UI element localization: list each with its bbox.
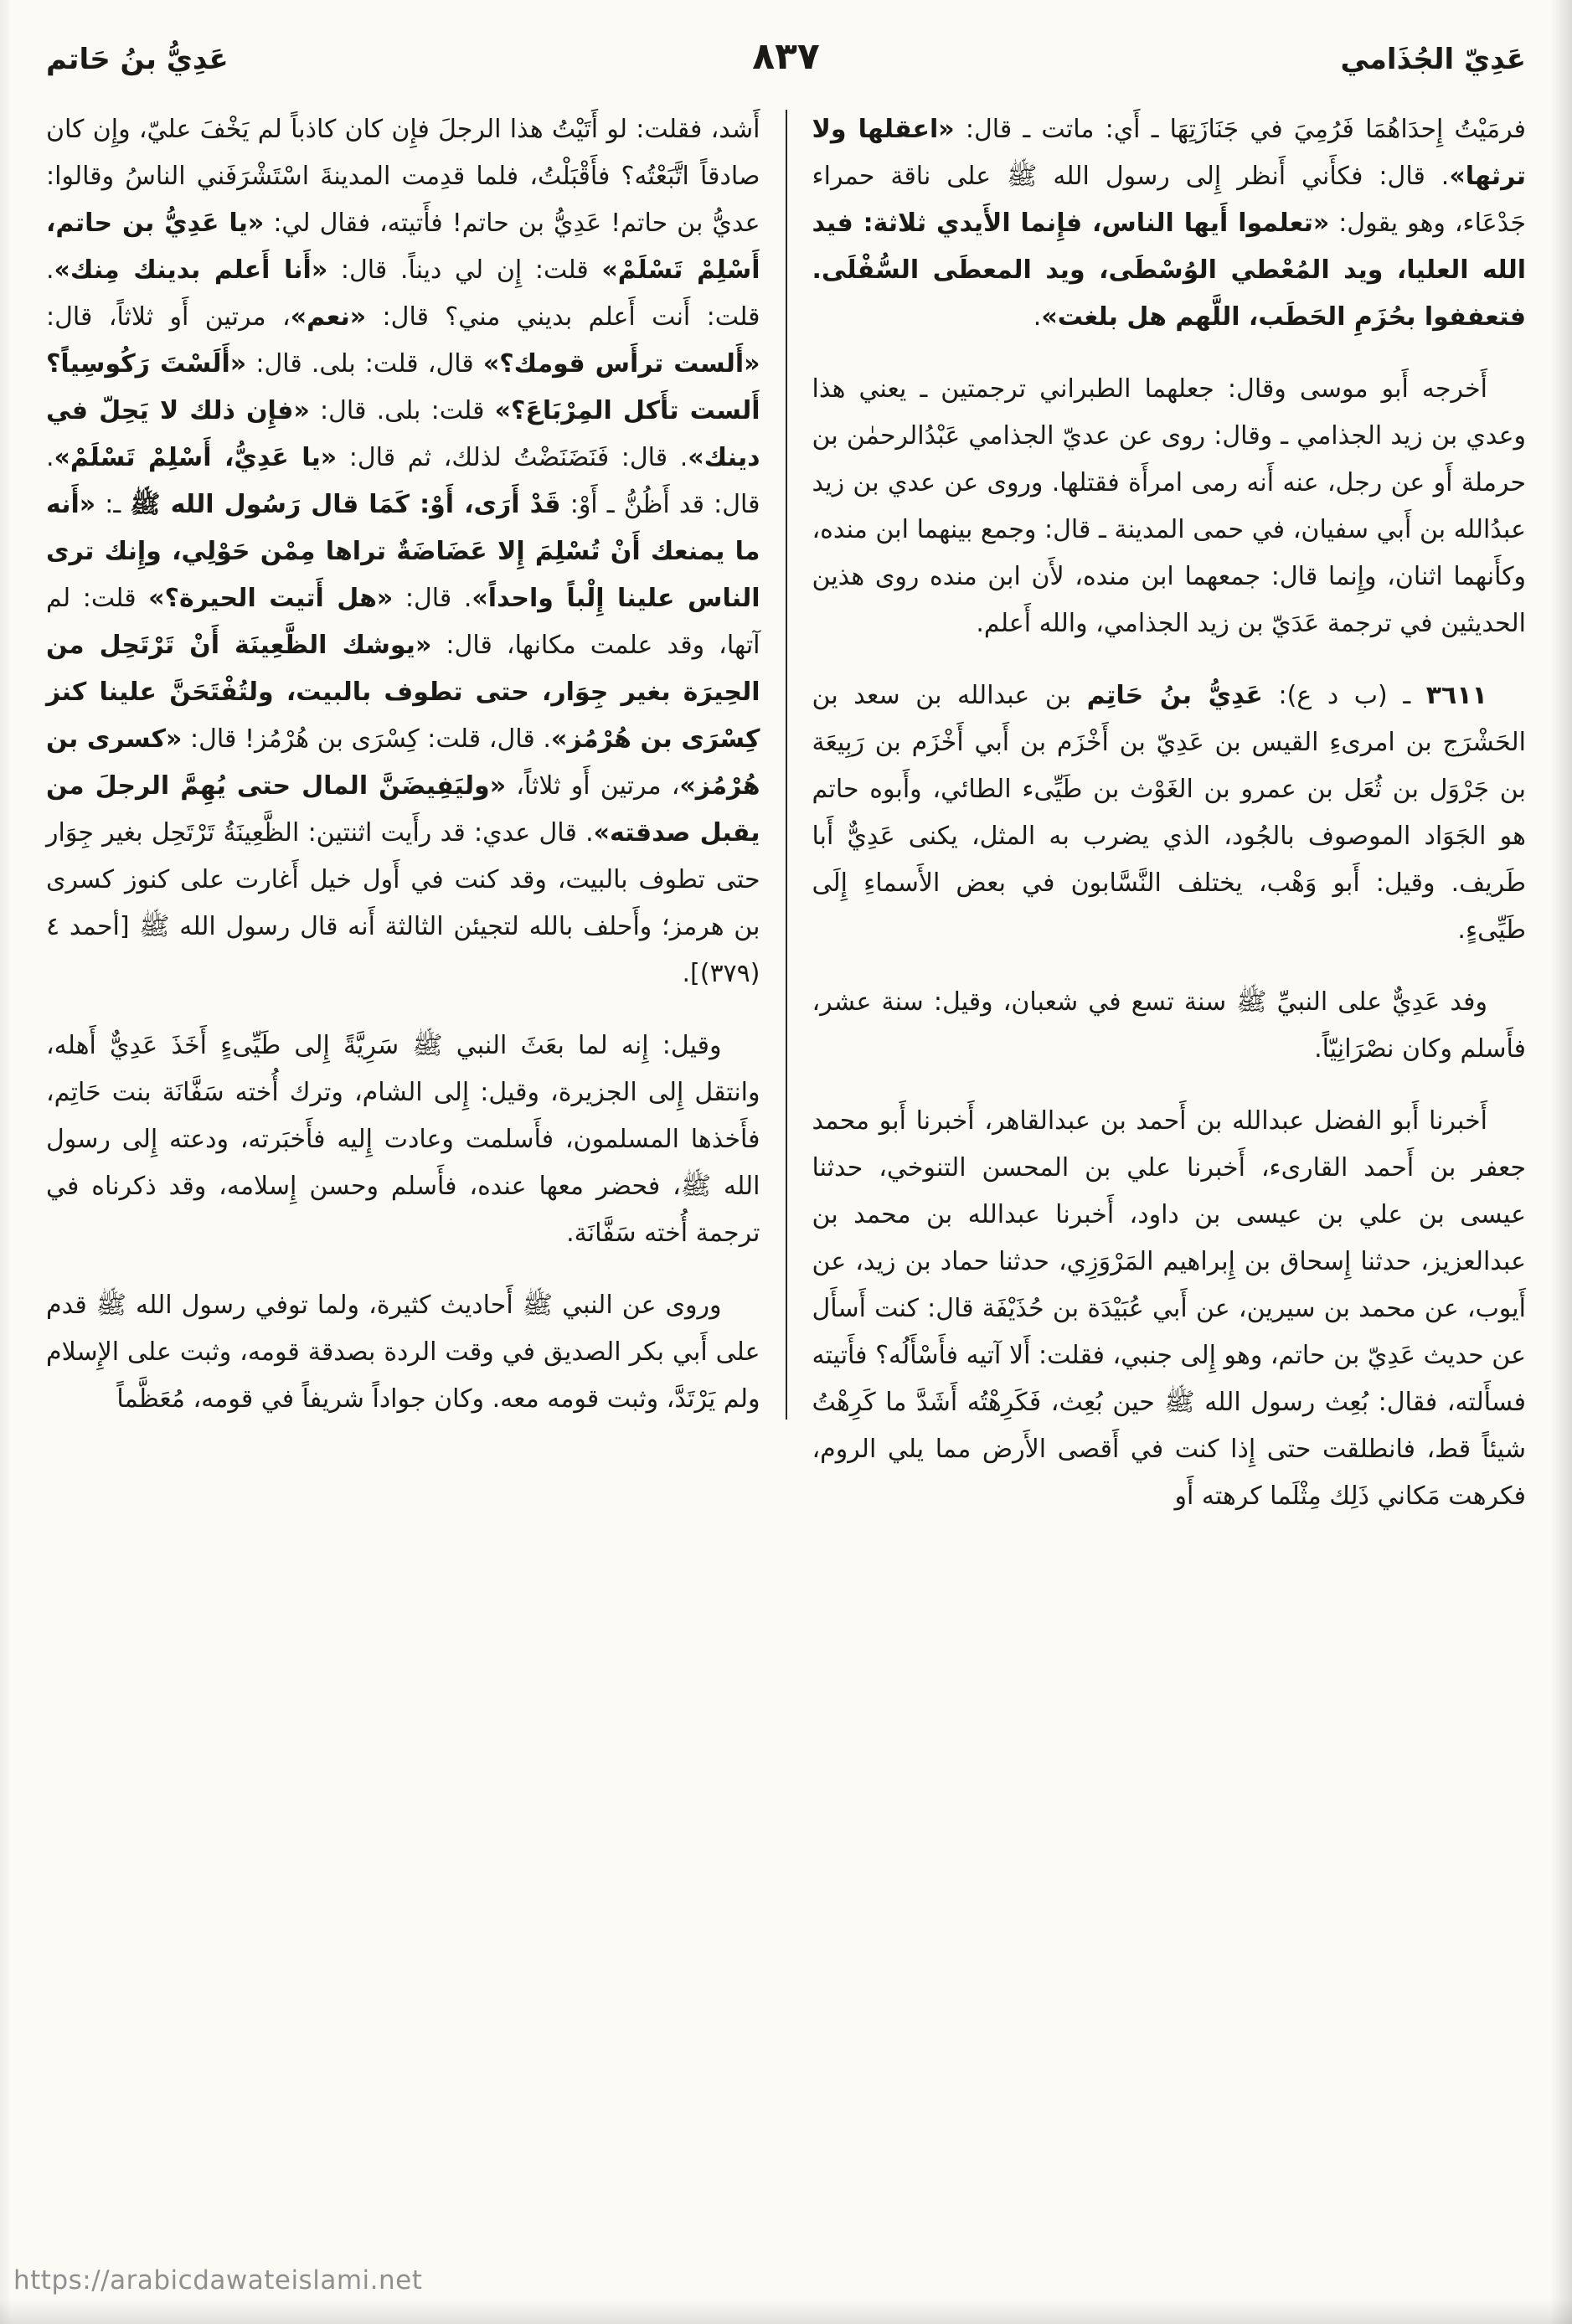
hadith-bold-text: «نعم»: [290, 302, 367, 332]
hadith-bold-text: «اعقلها ولا ترثها»: [812, 115, 1526, 191]
body-text: أَشد، فقلت: لو أَتَيْتُ هذا الرجلَ فإِن كان كاذباً لم يَخْفَ عليّ، وإِن كان صادقاً اتَّبَعْتُه؟ فأَقْبَلْتُ، فلما قدِمت المدينةَ اسْتَشْرَفَني الناسُ وقالوا: عديُّ بن حاتم! عَدِيُّ بن حاتم! فأَتيته، فقال لي:: [46, 115, 760, 238]
body-text: قلت: إِن لي ديناً. قال:: [327, 255, 602, 285]
text-columns: [46, 106, 1526, 1520]
paragraph: [46, 106, 760, 997]
body-text: قلت: لم آتها، وقد علمت مكانها، قال:: [46, 584, 760, 660]
body-text: وروى عن النبي ﷺ أَحاديث كثيرة، ولما توفي رسول الله ﷺ قدم على أَبي بكر الصديق في وقت الردة بصدقة قومه، وثبت على الإِسلام ولم يَرْتَدَّ، وثبت قومه معه. وكان جواداً شريفاً في قومه، مُعَظَّماً: [46, 1291, 760, 1414]
body-text: ، مرتين أَو ثلاثاً، قال:: [46, 302, 291, 332]
body-text: .: [1033, 302, 1042, 332]
hadith-bold-text: «أَنه ما يمنعك أَنْ تُسْلِمَ إِلا عَضَاضَةٌ تراها مِمْن حَوْلِي، وإِنك ترى الناس علينا إِلْباً واحداً»: [46, 490, 760, 613]
paragraph: [812, 106, 1527, 341]
hadith-bold-text: «يا عَدِيُّ، أَسْلِمْ تَسْلَمْ»: [54, 443, 338, 472]
body-text: أَخرجه أَبو موسى وقال: جعلهما الطبراني ترجمتين ـ يعني هذا وعدي بن زيد الجذامي ـ وقال: روى عن عديّ الجذامي عَبْدُالرحمٰن بن حرملة أَو عن رجل، عنه أَنه رمى امرأَة فقتلها. وروى عن عدي بن زيد عبدُالله بن أَبي سفيان، في حمى المدينة ـ قال: وجمع بينهما ابن منده، وكأَنهما اثنان، وإِنما قال: جمعهما ابن منده، لأَن ابن منده روى هذين الحديثين في ترجمة عَدَيّ بن زيد الجذامي، والله أَعلم.: [812, 374, 1526, 638]
body-text: ـ:: [95, 490, 131, 519]
body-text: وقيل: إِنه لما بعَثَ النبي ﷺ سَرِيَّةً إِلى طَيِّىءٍ أَخَذَ عَدِيٌّ أَهله، وانتقل إِلى الجزيرة، وقيل: إِلى الشام، وترك أُخته سَفَّانَة بنت حَاتِم، فأَخذها المسلمون، فأَسلمت وعادت إِليه فأَخبَرته، ودعته إِلى رسول الله ﷺ، فحضر معها عنده، فأَسلم وحسن إِسلامه، وقد ذكرناه في ترجمة أُخته سَفَّانَة.: [46, 1031, 760, 1248]
body-text: فرمَيْتُ إِحدَاهُمَا فَرُمِيَ في جَنَازَتِهَا ـ أَي: ماتت ـ قال:: [954, 115, 1526, 144]
body-text: . قلت: أَنت أَعلم بديني مني؟ قال:: [46, 255, 760, 332]
body-text: أَخبرنا أَبو الفضل عبدالله بن أَحمد بن عبدالقاهر، أَخبرنا أَبو محمد جعفر بن أَحمد القارىء، أَخبرنا علي بن المحسن التنوخي، حدثنا عيسى بن علي بن عيسى بن داود، أَخبرنا عبدالله بن محمد بن عبدالعزيز، حدثنا إِسحاق بن إِبراهيم المَرْوَزِي، حدثنا حماد بن زيد، عن أَيوب، عن محمد بن سيرين، عن أَبي عُبَيْدَة بن حُذَيْفَة قال: كنت أَسأَل عن حديث عَدِيّ بن حاتم، وهو إِلى جنبي، فقلت: أَلا آتيه فأَسْأَلُه؟ فأَتيته فسأَلته، فقال: بُعِث رسول الله ﷺ حين بُعِث، فَكَرِهْتُه أَشَدَّ ما كَرِهْتُ شيئاً قط، فانطلقت حتى إِذا كنت في أَقصى الأَرض مما يلي الروم، فكرهت مَكاني ذَلِك مِثْلَما كرهته أَو: [812, 1106, 1526, 1511]
body-text: . قال: قد أَظُنُّ ـ أَوْ:: [46, 443, 760, 519]
hadith-bold-text: عَدِيُّ بنُ حَاتِم: [1086, 681, 1263, 710]
paragraph: [812, 979, 1527, 1073]
body-text: قال، قلت: بلى. قال:: [246, 349, 483, 379]
right-column: [812, 106, 1527, 1520]
column-divider: [786, 110, 787, 1420]
body-text: بن عبدالله بن سعد بن الحَشْرَج بن امرىءِ القيس بن عَدِيّ بن أَخْزَم بن أَبي أَخْزَم بن رَبِيعَة بن جَرْوَل بن ثُعَل بن عمرو بن الغَوْث بن طَيِّىء الطائي، وأَبوه حاتم هو الجَوَاد الموصوف بالجُود، الذي يضرب به المثل، يكنى عَدِيٌّ أَبا طَريف. وقيل: أَبو وَهْب، يختلف النَّسَّابون في بعض الأَسماءِ إِلَى طَيِّىءٍ.: [812, 681, 1526, 945]
page-number: ٨٣٧: [752, 35, 820, 78]
hadith-bold-text: «فإِن ذلك لا يَحِلّ في دينك»: [46, 396, 760, 472]
hadith-bold-text: «كسرى بن هُرْمُز»: [46, 724, 760, 801]
hadith-bold-text: قَدْ أَرَى، أَوْ: كَمَا قال رَسُول الله ﷺ: [130, 490, 561, 519]
hadith-bold-text: «يوشك الظَّعِينَة أَنْ تَرْتَحِل من الحِيرَة بغير جِوَار، حتى تطوف بالبيت، ولتُفْتَحَنَّ علينا كنز كِسْرَى بن هُرْمُز»: [46, 631, 760, 754]
paragraph: [812, 672, 1527, 954]
body-text: . قال عدي: قد رأَيت اثنتين: الظَّعِينَةُ تَرْتَحِل بغير جِوَار حتى تطوف بالبيت، وقد كنت في أَول خيل أَغارت على كنوز كسرى بن هرمز؛ وأَحلف بالله لتجيئن الثالثة أَنه قال رسول الله ﷺ [أحمد ٤ (٣٧٩)].: [46, 818, 760, 988]
body-text: . قال: فَنَضَنَضْتُ لذلك، ثم قال:: [337, 443, 688, 472]
body-text: ـ (ب د ع):: [1262, 681, 1426, 710]
header-title-left: عَدِيُّ بنُ حَاتم: [46, 43, 229, 76]
watermark-url: https://arabicdawateislami.net: [13, 2265, 423, 2296]
body-text: قلت: بلى. قال:: [309, 396, 495, 425]
hadith-bold-text: «أَلست ترأَس قومك؟»: [482, 349, 760, 379]
paragraph: [46, 1023, 760, 1257]
paragraph: [812, 1098, 1527, 1520]
body-text: . قال: فكأَني أَنظر إِلى رسول الله ﷺ على ناقة حمراء جَدْعَاء، وهو يقول:: [812, 162, 1526, 238]
body-text: . قال، قلت: كِسْرَى بن هُرْمُز! قال:: [182, 724, 551, 754]
hadith-bold-text: «يا عَدِيُّ بن حاتم، أَسْلِمْ تَسْلَمْ»: [46, 209, 760, 285]
body-text: وفد عَدِيٌّ على النبيِّ ﷺ سنة تسع في شعبان، وقيل: سنة عشر، فأَسلم وكان نصْرَانِيّاً.: [812, 987, 1526, 1064]
hadith-bold-text: «هل أَتيت الحيرة؟»: [148, 584, 394, 613]
hadith-bold-text: «أَنا أَعلم بدينك مِنك»: [54, 255, 328, 285]
page-header: [46, 35, 1526, 78]
paragraph: [812, 366, 1527, 647]
left-column: [46, 106, 760, 1520]
hadith-bold-text: ٣٦١١: [1425, 681, 1487, 710]
hadith-bold-text: «أَلَسْتَ رَكُوسِياً؟ أَلست تأَكل المِرْبَاعَ؟»: [46, 349, 760, 425]
header-title-right: عَدِيّ الجُذَامي: [1340, 43, 1526, 76]
hadith-bold-text: «تعلموا أَيها الناس، فإِنما الأَيدي ثلاثة: فيد الله العليا، ويد المُعْطي الوُسْطَى، ويد المعطَى السُّفْلَى. فتعففوا بحُزَمِ الحَطَب، اللَّهم هل بلغت»: [812, 209, 1526, 332]
hadith-bold-text: «وليَفِيضَنَّ المال حتى يُهِمَّ الرجلَ من يقبل صدقته»: [46, 771, 760, 848]
body-text: ، مرتين أَو ثلاثاً،: [506, 771, 680, 801]
paragraph: [46, 1282, 760, 1423]
body-text: . قال:: [393, 584, 472, 613]
